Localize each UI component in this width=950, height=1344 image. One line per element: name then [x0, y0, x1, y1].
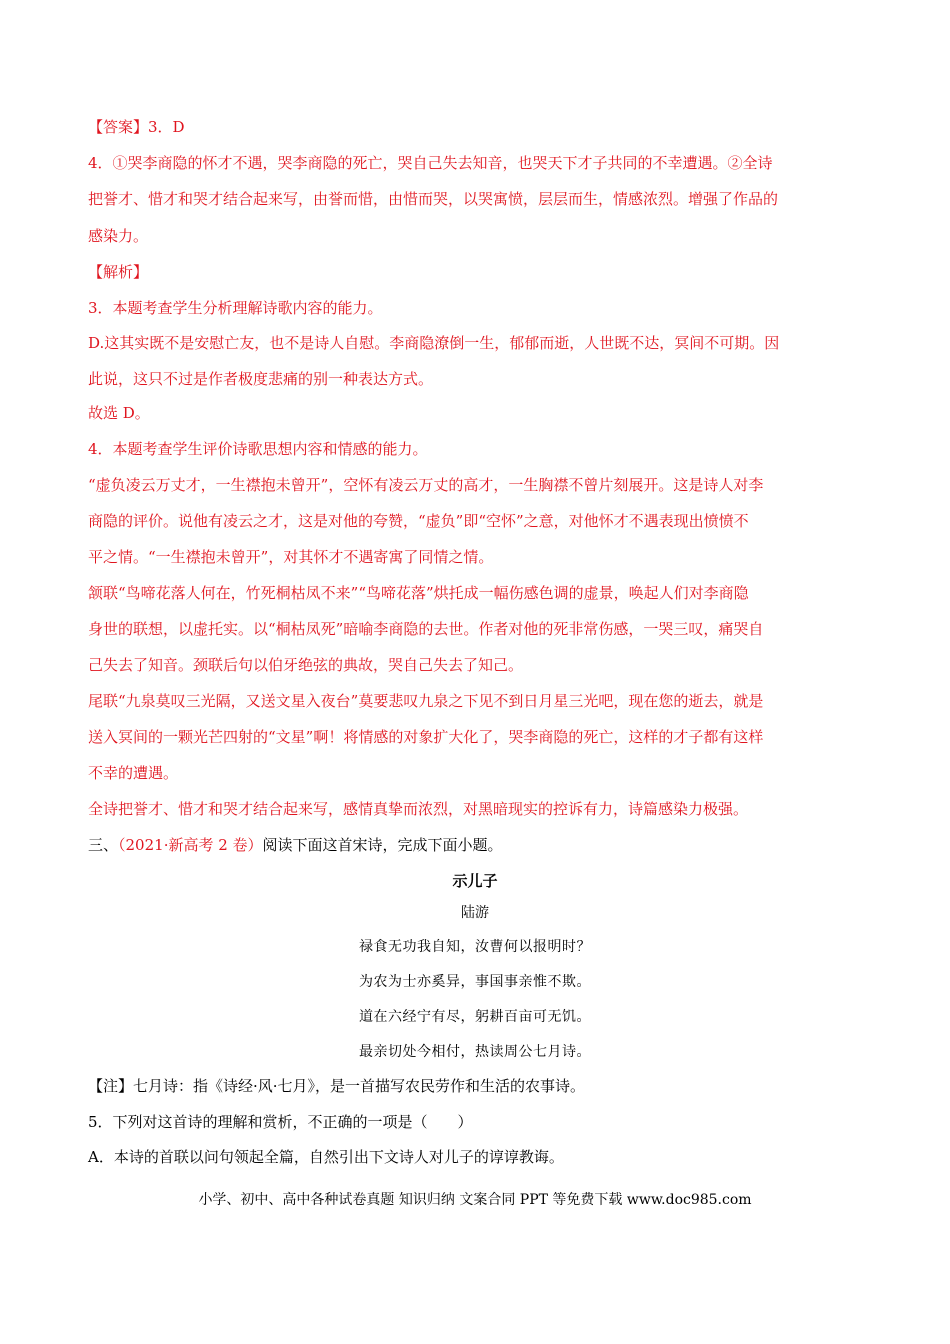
question-5: 5．下列对这首诗的理解和赏析，不正确的一项是（ ）: [88, 1113, 473, 1131]
analysis-3-conclusion: 故选 D。: [88, 404, 150, 422]
analysis-4-line-9: 不幸的遭遇。: [88, 764, 179, 782]
section-heading: [88, 835, 503, 855]
poem-note: 【注】七月诗：指《诗经·风·七月》，是一首描写农民劳作和生活的农事诗。: [88, 1077, 586, 1095]
section-source: （2021·新高考 2 卷）: [118, 836, 263, 854]
poem-title: 示儿子: [452, 872, 498, 890]
section-prefix: 三、: [88, 836, 119, 854]
analysis-3-line-2: 此说，这只不过是作者极度悲痛的别一种表达方式。: [88, 370, 434, 388]
poem-author: 陆游: [461, 905, 489, 921]
poem-verse-1: 禄食无功我自知，汝曹何以报明时？: [359, 939, 591, 955]
answer-label: 【答案】3．D: [88, 118, 185, 136]
poem-verse-3: 道在六经宁有尽，躬耕百亩可无饥。: [359, 1009, 591, 1025]
answer-4-line-1: 4．①哭李商隐的怀才不遇，哭李商隐的死亡，哭自己失去知音，也哭天下才子共同的不幸遭遇。②全诗: [88, 154, 773, 172]
analysis-4-line-7: 尾联“九泉莫叹三光隔，又送文星入夜台”莫要悲叹九泉之下见不到日月星三光吧，现在您的逝去，就是: [88, 692, 764, 710]
poem-verse-2: 为农为士亦奚异，事国事亲惟不欺。: [359, 974, 591, 990]
answer-4-line-2: 把誉才、惜才和哭才结合起来写，由誉而惜，由惜而哭，以哭寓愤，层层而生，情感浓烈。增强了作品的: [88, 190, 779, 208]
analysis-3-line-1: D.这其实既不是安慰亡友，也不是诗人自慰。李商隐潦倒一生，郁郁而逝，人世既不达，冥间不可期。因: [88, 334, 780, 352]
analysis-4-summary: 全诗把誉才、惜才和哭才结合起来写，感情真挚而浓烈，对黑暗现实的控诉有力，诗篇感染力极强。: [88, 800, 749, 818]
analysis-label: 【解析】: [88, 263, 149, 281]
analysis-4-heading: 4．本题考查学生评价诗歌思想内容和情感的能力。: [88, 440, 428, 458]
analysis-4-line-5: 身世的联想，以虚托实。以“桐枯凤死”暗喻李商隐的去世。作者对他的死非常伤感，一哭三叹，痛哭自: [88, 620, 764, 638]
analysis-4-line-4: 颔联“鸟啼花落人何在，竹死桐枯凤不来”“鸟啼花落”烘托成一幅伤感色调的虚景，唤起人们对李商隐: [88, 584, 749, 602]
analysis-4-line-8: 送入冥间的一颗光芒四射的“文星”啊！将情感的对象扩大化了，哭李商隐的死亡，这样的才子都有这样: [88, 728, 764, 746]
analysis-3-heading: 3．本题考查学生分析理解诗歌内容的能力。: [88, 299, 383, 317]
analysis-4-line-6: 己失去了知音。颈联后句以伯牙绝弦的典故，哭自己失去了知己。: [88, 656, 524, 674]
analysis-4-line-3: 平之情。“一生襟抱未曾开”，对其怀才不遇寄寓了同情之情。: [88, 548, 494, 566]
analysis-4-line-2: 商隐的评价。说他有凌云之才，这是对他的夸赞，“虚负”即“空怀”之意，对他怀才不遇表现出愤愤不: [88, 512, 749, 530]
section-instruction: 阅读下面这首宋诗，完成下面小题。: [262, 836, 503, 854]
analysis-4-line-1: “虚负凌云万丈才，一生襟抱未曾开”，空怀有凌云万丈的高才，一生胸襟不曾片刻展开。这是诗人对李: [88, 476, 764, 494]
poem-verse-4: 最亲切处今相付，热读周公七月诗。: [359, 1044, 591, 1060]
option-a: A．本诗的首联以问句领起全篇，自然引出下文诗人对儿子的谆谆教诲。: [88, 1148, 564, 1166]
page-footer: 小学、初中、高中各种试卷真题 知识归纳 文案合同 PPT 等免费下载 www.doc985.com: [198, 1192, 752, 1208]
answer-4-line-3: 感染力。: [88, 227, 149, 245]
